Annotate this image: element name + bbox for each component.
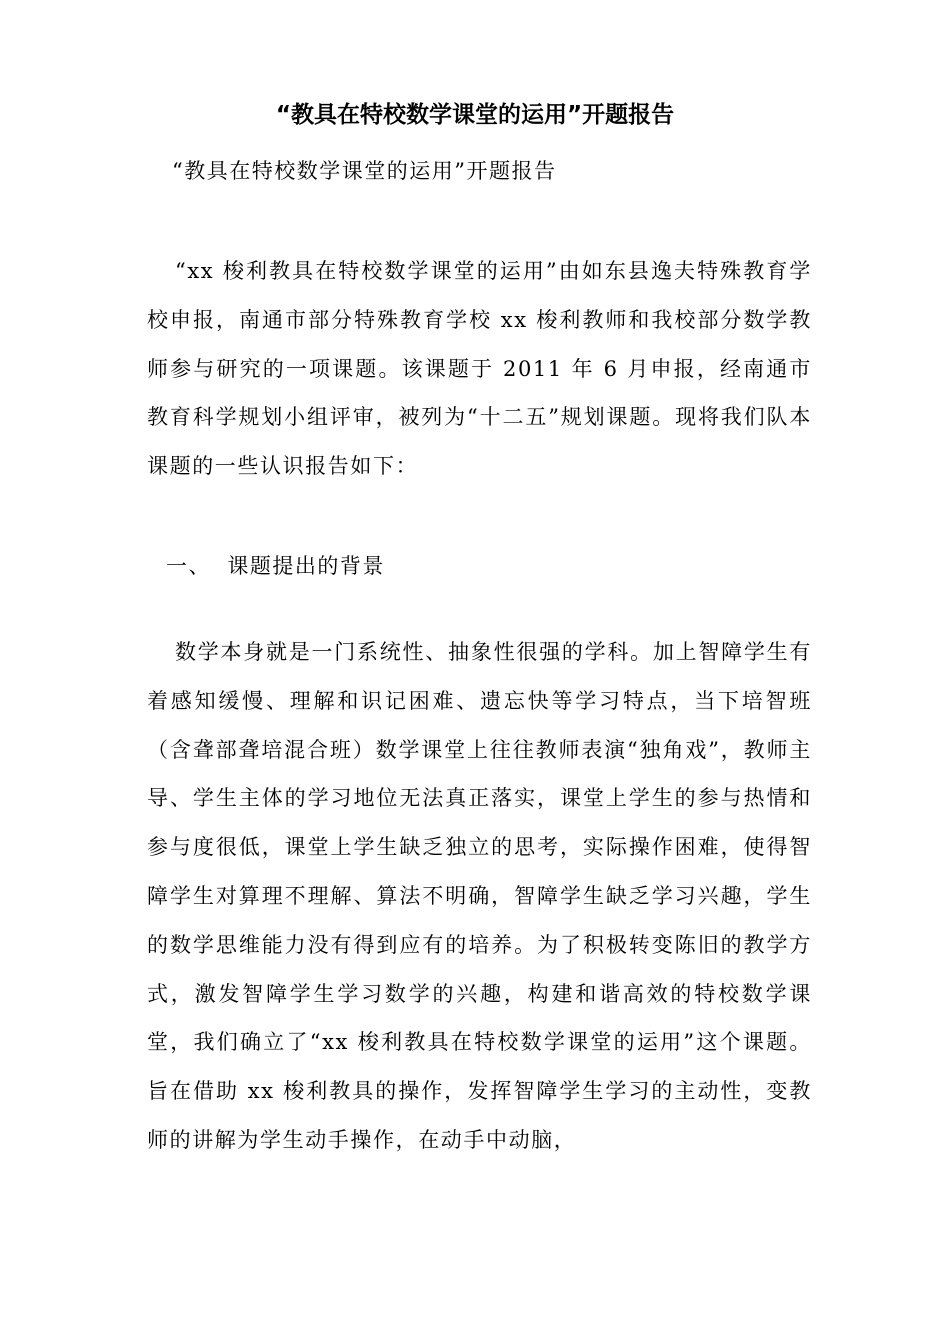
document-subtitle: “教具在特校数学课堂的运用”开题报告 (172, 159, 557, 183)
background-paragraph: 数学本身就是一门系统性、抽象性很强的学科。加上智障学生有着感知缓慢、理解和识记困难、遗忘快等学习特点，当下培智班（含聋部聋培混合班）数学课堂上往往教师表演“独角戏”，教师主导、学生主体的学习地位无法真正落实，课堂上学生的参与热情和参与度很低，课堂上学生缺乏独立的思考，实际操作困难，使得智障学生对算理不理解、算法不明确，智障学生缺乏学习兴趣，学生的数学思维能力没有得到应有的培养。为了积极转变陈旧的教学方式，激发智障学生学习数学的兴趣，构建和谐高效的特校数学课堂，我们确立了“xx 梭利教具在特校数学课堂的运用”这个课题。旨在借助 xx 梭利教具的操作，发挥智障学生学习的主动性，变教师的讲解为学生动手操作，在动手中动脑， (147, 640, 812, 1152)
intro-paragraph: “xx 梭利教具在特校数学课堂的运用”由如东县逸夫特殊教育学校申报，南通市部分特殊教育学校 xx 梭利教师和我校部分数学教师参与研究的一项课题。该课题于 2011 年 6 月申报，经南通市教育科学规划小组评审，被列为“十二五”规划课题。现将我们队本课题的一些认识报告如下： (147, 259, 812, 479)
document-title: “教具在特校数学课堂的运用”开题报告 (275, 102, 675, 128)
section-heading: 一、 课题提出的背景 (166, 554, 385, 578)
